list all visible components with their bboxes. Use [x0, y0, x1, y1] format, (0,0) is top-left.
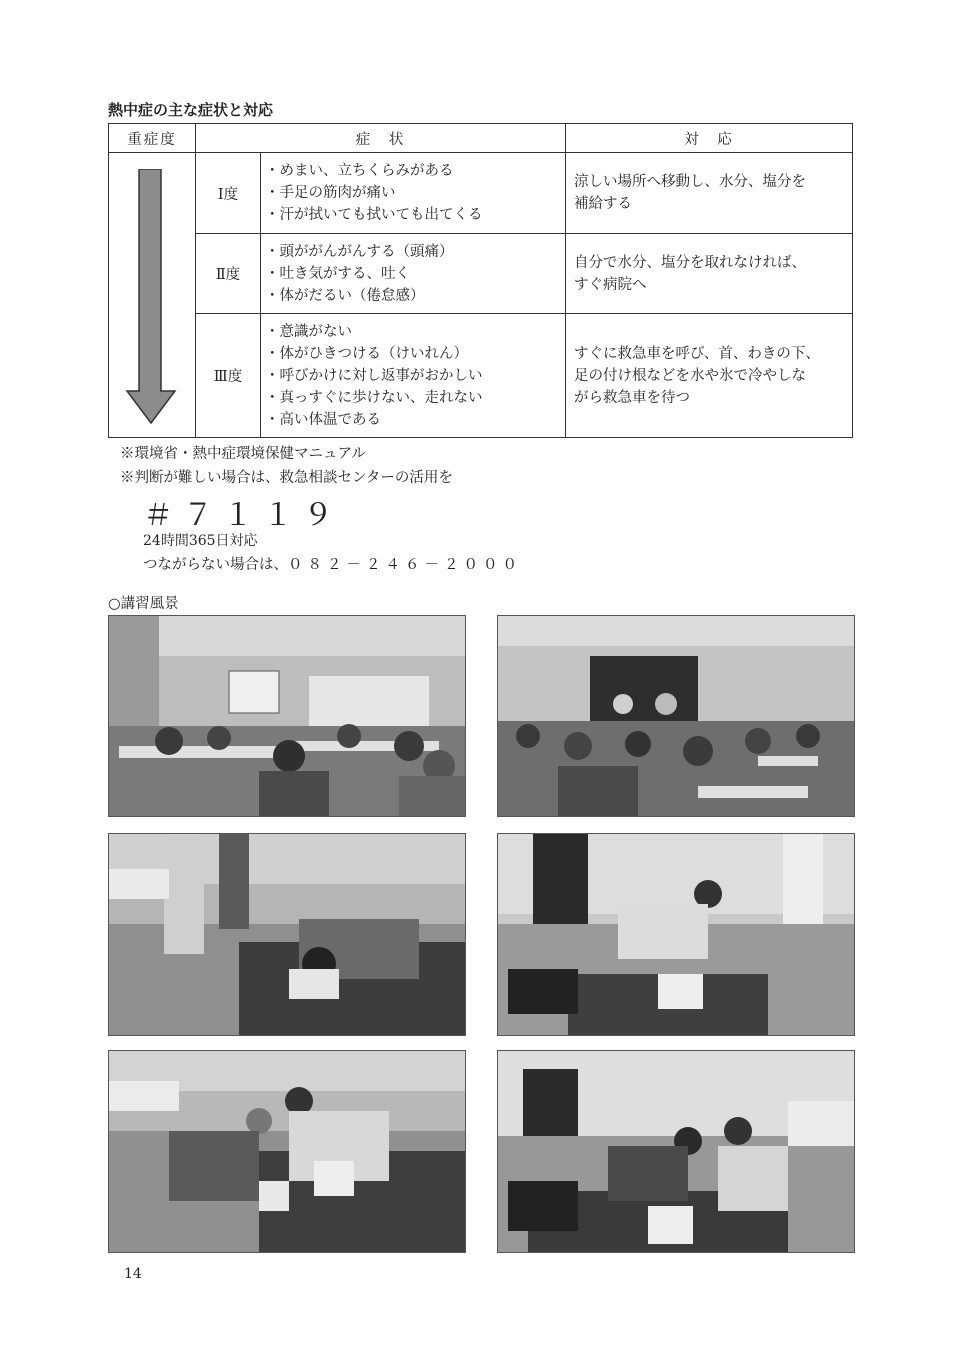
response-line: すぐに救急車を呼び、首、わきの下、	[574, 345, 820, 362]
severity-arrow-cell	[109, 153, 196, 438]
page-number: 14	[124, 1266, 142, 1282]
photo-aed-1	[497, 833, 855, 1036]
degree-label: Ⅱ度	[196, 234, 261, 314]
response-line: がら救急車を待つ	[574, 389, 690, 406]
symptoms-cell	[261, 314, 566, 438]
symptom-item: ・めまい、立ちくらみがある	[265, 163, 454, 179]
fallback-phone	[143, 553, 522, 574]
symptom-item: ・汗が拭いても拭いても出てくる	[265, 207, 483, 223]
table-header-row	[109, 124, 853, 153]
symptom-item: ・意識がない	[265, 323, 352, 340]
header-response: 対 応	[566, 124, 853, 153]
page-title: 熱中症の主な症状と対応	[108, 101, 274, 119]
response-line: すぐ病院へ	[574, 276, 647, 293]
symptom-item: ・手足の筋肉が痛い	[265, 185, 396, 201]
photo-lecture-1	[108, 615, 466, 817]
fallback-prefix: つながらない場合は、	[143, 557, 288, 573]
notes	[120, 442, 453, 490]
hotline-hours: 24時間365日対応	[143, 533, 258, 549]
photo-cpr-2	[108, 1050, 466, 1253]
symptoms-cell	[261, 153, 566, 234]
symptom-item: ・吐き気がする、吐く	[265, 265, 410, 282]
symptom-item: ・頭ががんがんする（頭痛）	[265, 243, 454, 260]
response-line: 自分で水分、塩分を取れなければ、	[574, 254, 806, 271]
symptom-item: ・体がだるい（倦怠感）	[265, 287, 425, 304]
response-line: 涼しい場所へ移動し、水分、塩分を	[574, 174, 806, 190]
photo-aed-2	[497, 1050, 855, 1253]
header-severity: 重症度	[109, 124, 196, 153]
response-line: 足の付け根などを水や氷で冷やしな	[574, 367, 806, 384]
table-row	[109, 153, 853, 234]
photo-cpr-1	[108, 833, 466, 1036]
note-consult: ※判断が難しい場合は、救急相談センターの活用を	[120, 470, 453, 486]
header-symptoms: 症 状	[196, 124, 566, 153]
response-cell	[566, 314, 853, 438]
note-source: ※環境省・熱中症環境保健マニュアル	[120, 446, 366, 462]
response-line: 補給する	[574, 196, 632, 212]
symptom-table	[108, 123, 853, 438]
gallery-title: ○講習風景	[108, 596, 179, 612]
degree-label: Ⅲ度	[196, 314, 261, 438]
table-row	[109, 314, 853, 438]
fallback-number: ０８２－２４６－２０００	[288, 557, 522, 573]
symptom-item: ・体がひきつける（けいれん）	[265, 345, 468, 362]
degree-label: Ⅰ度	[196, 153, 261, 234]
response-cell	[566, 234, 853, 314]
down-arrow-icon	[125, 169, 177, 424]
photo-lecture-2	[497, 615, 855, 817]
symptom-item: ・真っすぐに歩けない、走れない	[265, 389, 483, 406]
response-cell	[566, 153, 853, 234]
hotline-number: ＃７１１９	[143, 498, 343, 533]
symptoms-cell	[261, 234, 566, 314]
table-row	[109, 234, 853, 314]
symptom-item: ・高い体温である	[265, 411, 381, 428]
symptom-item: ・呼びかけに対し返事がおかしい	[265, 367, 483, 384]
